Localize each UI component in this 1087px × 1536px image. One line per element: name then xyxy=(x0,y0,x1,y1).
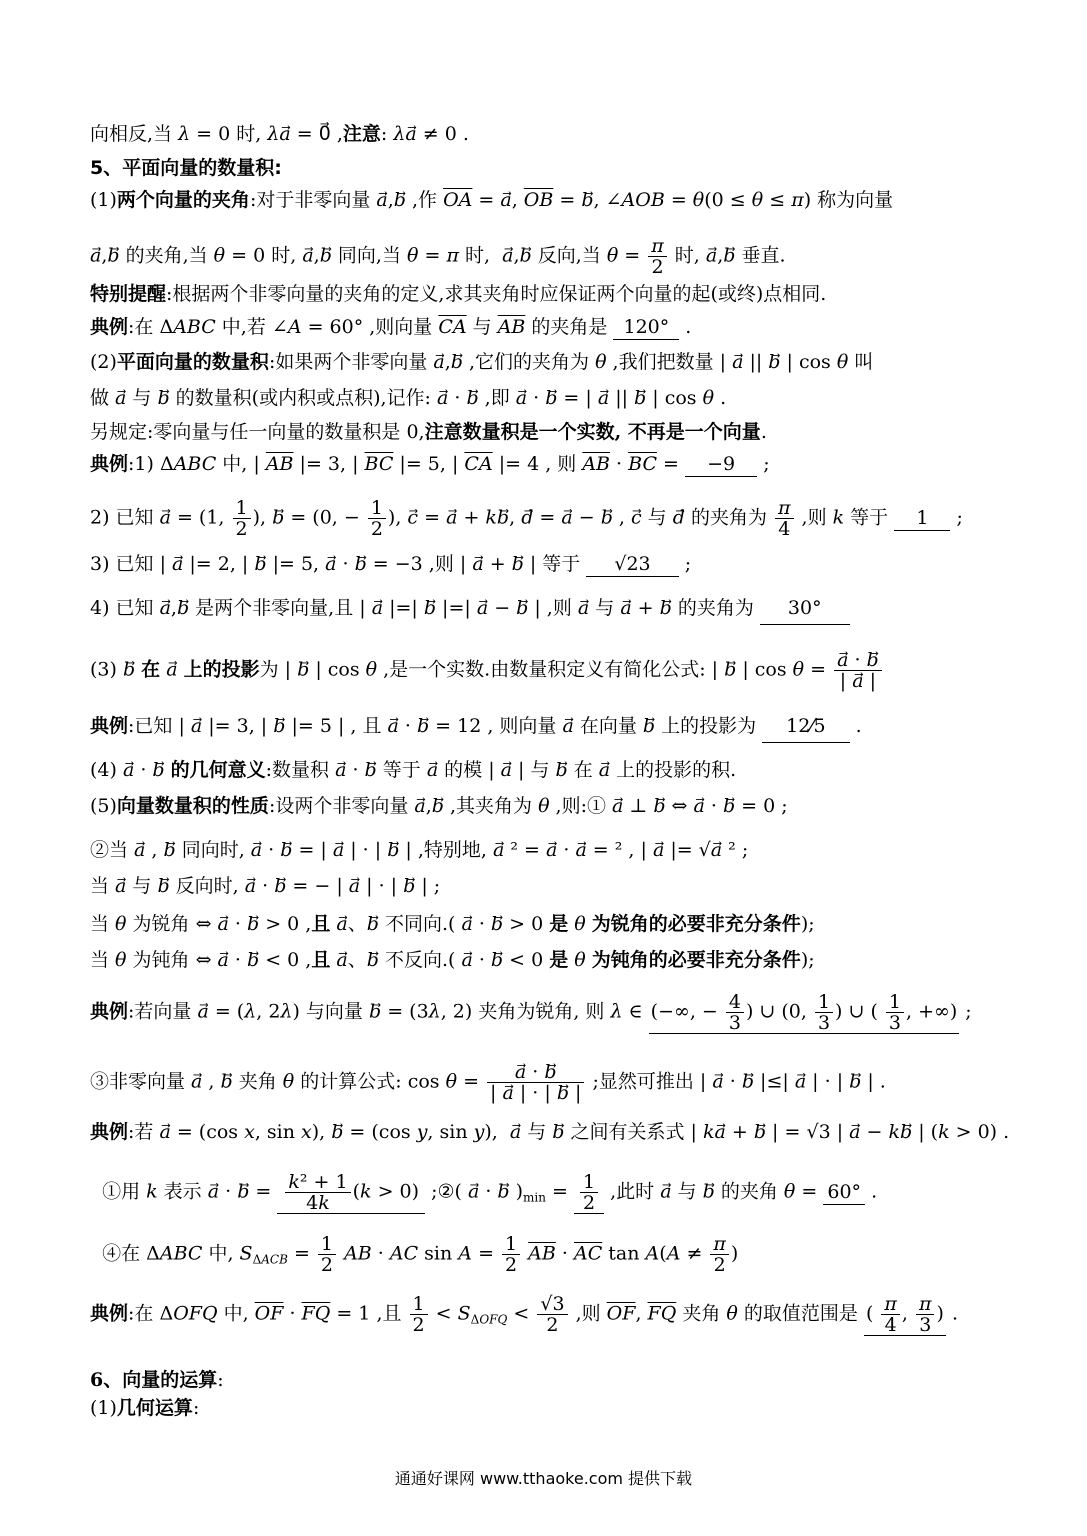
text-line: ③非零向量 a⃗ , b⃗ 夹角 θ 的计算公式: cos θ = $\frac{a⃗ \cdot b}{| a⃗ | \cdot | b⃗ |}$ ;显然可推出 | a⃗ · b⃗ |≤| a⃗ | · | b⃗ | . xyxy=(90,1061,886,1104)
text-line: 当 θ 为锐角 ⇔ a⃗ · b⃗ > 0 ,且 a⃗、b⃗ 不同向.( a⃗ · b⃗ > 0 是 θ 为锐角的必要非充分条件); xyxy=(90,913,815,935)
text-line: 3) 已知 | a⃗ |= 2, | b⃗ |= 5, a⃗ · b⃗ = −3 ,则 | a⃗ + b⃗ | 等于 √23 ; xyxy=(90,553,692,575)
text-line: 2) 已知 a⃗ = (1, $\frac{1}{2}$ ), b⃗ = (0, − $\frac{1}{2}$ ), c⃗ = a⃗ + kb⃗, d⃗ = a⃗ − b⃗ , c⃗ 与 d⃗ 的夹角为 $\frac{\pi}{4}$ ,则 k 等于 1 ; xyxy=(90,497,963,540)
text-line: 特别提醒:根据两个非零向量的夹角的定义,求其夹角时应保证两个向量的起(或终)点相同. xyxy=(90,283,827,305)
text-line: 当 θ 为钝角 ⇔ a⃗ · b⃗ < 0 ,且 a⃗、b⃗ 不反向.( a⃗ · b⃗ < 0 是 θ 为钝角的必要非充分条件); xyxy=(90,949,815,971)
text-line: 典例:若向量 a⃗ = (λ, 2λ) 与向量 b⃗ = (3λ, 2) 夹角为锐角, 则 λ ∈ (−∞, − $\frac{4}{3}$ ) ∪ (0, $\frac{1}{3}$ ) ∪ ( $\frac{1}{3}$ , +∞) ; xyxy=(90,991,972,1034)
text-line: ②当 a⃗ , b⃗ 同向时, a⃗ · b⃗ = | a⃗ | · | b⃗ | ,特别地, a⃗ ² = a⃗ · a⃗ = ² , | a⃗ |= √a⃗ ² ; xyxy=(90,839,749,861)
text-line: 典例:1) ΔABC 中, | $\overline{AB}$ |= 3, | $\overline{BC}$ |= 5, | $\overline{CA}$ |= 4 , 则 $\overline{AB} \cdot \overline{BC} = -9$ ; xyxy=(90,453,770,475)
text-line: 另规定:零向量与任一向量的数量积是 0,注意数量积是一个实数, 不再是一个向量. xyxy=(90,421,767,443)
text-line: 典例:已知 | a⃗ |= 3, | b⃗ |= 5 | , 且 a⃗ · b⃗ = 12 , 则向量 a⃗ 在向量 b⃗ 上的投影为 12⁄5 . xyxy=(90,710,862,743)
text-line: ④在 ΔABC 中, $S_{\Delta ACB}$ = $\frac{1}{2}$ AB · AC sin A = $\frac{1}{2}$ $\overline{AB} \cdot \overline{AC}$ tan A(A ≠ $\frac{\pi}{2}$ ) xyxy=(90,1233,739,1276)
text-line: a⃗,b⃗ 的夹角,当 θ = 0 时, a⃗,b⃗ 同向,当 θ = π 时, a⃗,b⃗ 反向,当 θ = $\frac{\pi}{2}$ 时, a⃗,b⃗ 垂直. xyxy=(90,235,786,278)
page-footer: 通通好课网 www.tthaoke.com 提供下载 xyxy=(394,1469,693,1488)
text-line: 当 a⃗ 与 b⃗ 反向时, a⃗ · b⃗ = − | a⃗ | · | b⃗ | ; xyxy=(90,875,441,897)
text-line: (3) b⃗ 在 a⃗ 上的投影为 | b⃗ | cos θ ,是一个实数.由数量积定义有简化公式: | b⃗ | cos θ = $\frac{a⃗ \cdot b}{| a⃗ |}$ xyxy=(90,650,884,691)
text-line: ①用 k 表示 a⃗ · b⃗ = $\frac{\text{k² + 1}}{4k}$ (k > 0) ;②( a⃗ · b⃗ )$_{min}$ = $\frac{1}{2}$ ,此时 a⃗ 与 b⃗ 的夹角 θ = 60° . xyxy=(90,1171,878,1214)
text-line: 5、平面向量的数量积: xyxy=(90,157,282,179)
text-line: (1)两个向量的夹角:对于非零向量 a⃗,b⃗ ,作 $\overline{OA}$ = a⃗, $\overline{OB}$ = b⃗, ∠AOB = θ(0 ≤ θ ≤ π) 称为向量 xyxy=(90,189,894,211)
text-line: (1)几何运算: xyxy=(90,1397,200,1419)
text-line: 向相反,当 λ = 0 时, λa⃗ = 0⃗ ,注意: λa⃗ ≠ 0 . xyxy=(90,123,469,145)
text-line: (4) a⃗ · b⃗ 的几何意义:数量积 a⃗ · b⃗ 等于 a⃗ 的模 | a⃗ | 与 b⃗ 在 a⃗ 上的投影的积. xyxy=(90,759,737,781)
text-line: 典例:在 ΔOFQ 中, $\overline{OF} \cdot \overline{FQ} = 1$ ,且 $\frac{1}{2}$ < $S_{\Delta OFQ}$ < $\frac{√3}{2}$ ,则 $\overline{OF}$, $\overline{FQ}$ 夹角 θ 的取值范围是 ( $\frac{\pi}{4}$ , $\frac{\pi}{3}$ ) . xyxy=(90,1293,958,1336)
text-line: 典例:在 ΔABC 中,若 ∠A = 60° ,则向量 $\overline{CA}$ 与 $\overline{AB}$ 的夹角是 120° . xyxy=(90,316,692,338)
text-line: (2)平面向量的数量积:如果两个非零向量 a⃗,b⃗ ,它们的夹角为 θ ,我们把数量 | a⃗ || b⃗ | cos θ 叫 xyxy=(90,351,874,373)
text-line: 4) 已知 a⃗,b⃗ 是两个非零向量,且 | a⃗ |=| b⃗ |=| a⃗ − b⃗ | ,则 a⃗ 与 a⃗ + b⃗ 的夹角为 30° xyxy=(90,592,850,625)
text-line: 做 a⃗ 与 b⃗ 的数量积(或内积或点积),记作: a⃗ · b⃗ ,即 a⃗ · b⃗ = | a⃗ || b⃗ | cos θ . xyxy=(90,387,727,409)
text-line: 6、向量的运算: xyxy=(90,1369,224,1391)
text-line: (5)向量数量积的性质:设两个非零向量 a⃗,b⃗ ,其夹角为 θ ,则:① a⃗ ⊥ b⃗ ⇔ a⃗ · b⃗ = 0 ; xyxy=(90,795,788,817)
text-line: 典例:若 a⃗ = (cos x, sin x), b⃗ = (cos y, sin y), a⃗ 与 b⃗ 之间有关系式 | ka⃗ + b⃗ | = √3 | a⃗ − kb⃗ | (k > 0) . xyxy=(90,1121,1010,1143)
